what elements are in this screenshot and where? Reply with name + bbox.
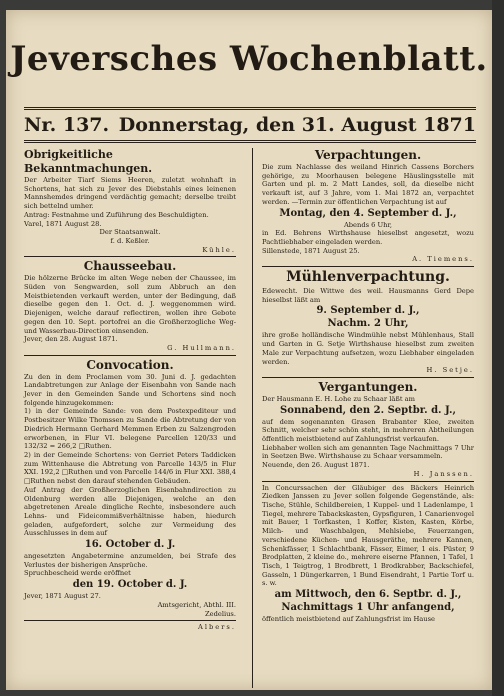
notice-place-date: Neuende, den 26. August 1871. — [262, 461, 370, 470]
column-divider — [252, 148, 253, 688]
notice-signature: G. Hullmann. — [167, 343, 236, 352]
notice-text: Antrag: Festnahme und Zuführung des Beschuldigten. — [24, 210, 209, 219]
divider — [24, 355, 236, 356]
right-column — [262, 148, 474, 624]
section-title-vergantungen: Vergantungen. — [318, 379, 418, 394]
divider — [262, 266, 474, 267]
notice-highlight-date: Montag, den 4. September d. J., — [279, 207, 457, 219]
issue-line — [24, 107, 476, 143]
issue-date: Donnerstag, den 31. August 1871 — [118, 114, 476, 136]
notice-text: Zu den in dem Proclamen vom 30. Juni d. J. gedachten Landabtretungen zur Anlage der Eisenbahn von Sande nach Jever in den Gemeinden Sande und Schortens sind noch folgende hinzugekommen: — [24, 372, 236, 407]
newspaper-page — [6, 10, 492, 690]
masthead-title: Jeversches Wochenblatt. — [10, 39, 488, 79]
notice-place-date: Varel, 1871 August 28. — [24, 219, 102, 228]
divider — [24, 620, 236, 621]
notice-text: in Ed. Behrens Wirthshause hieselbst angesetzt, wozu Pachtliebhaber eingeladen werden. — [262, 229, 474, 246]
notice-highlight-time: Nachmittags 1 Uhr anfangend, — [281, 602, 455, 614]
section-title-official: Obrigkeitliche Bekanntmachungen. — [24, 148, 153, 175]
notice-text: 2) in der Gemeinde Schortens: von Gerriet Peters Taddicken zum Wittenhause die Abtretung von Parcelle 143/5 in Flur XXI. 192,2 □Ruthen und von Parcelle 144/6 in Flur XXI. 388,4 □Ruthen nebst den darauf stehenden Gebäuden. — [24, 450, 236, 486]
notice-signature: Kühle. — [202, 245, 236, 254]
notice-text: Der Hausmann E. H. Lohe zu Schaar läßt am — [262, 394, 415, 403]
notice-signature: H. Setje. — [426, 366, 474, 375]
notice-text: ihre große holländische Windmühle nebst Mühlenhaus, Stall und Garten in G. Setje Wirthshause hieselbst zum zweiten Male zur Verpachtung aufsetzen, wozu Liebhaber eingeladen werden. — [262, 331, 474, 366]
notice-highlight-date: 9. September d. J., — [316, 305, 420, 317]
divider — [262, 377, 474, 378]
notice-text: Die zum Nachlasse des weiland Hinrich Cassens Borchers gehörige, zu Moorhausen belegene Häuslingsstelle mit Garten und pl. m. 2 Matt Landes, soll, da dieselbe nicht verkauft ist, auf 3 Jahre, vom 1. Mai 1872 an, verpachtet werden. —Termin zur öffentlichen Verpachtung ist auf — [262, 163, 474, 206]
notice-text: Liebhaber wollen sich am genannten Tage Nachmittags 7 Uhr in Seetzen Bwe. Wirthshause zu Schaar versammeln. — [262, 443, 474, 461]
notice-highlight-date: 16. October d. J. — [84, 539, 176, 551]
notice-time: Abends 6 Uhr, — [343, 220, 393, 229]
notice-highlight-date: den 19. October d. J. — [72, 579, 188, 591]
issue-number: Nr. 137. — [24, 114, 110, 136]
divider — [262, 481, 474, 482]
section-title-convocation: Convocation. — [86, 357, 174, 372]
left-column — [24, 148, 236, 632]
notice-authority: Der Staatsanwalt. — [99, 228, 161, 237]
notice-place-date: Jever, den 28. August 1871. — [24, 335, 118, 344]
notice-name: Zedelius. — [205, 609, 236, 618]
notice-signature: H. Janssen. — [413, 469, 474, 478]
notice-text: 1) in der Gemeinde Sande: von dem Postexpediteur und Postbesitzer Wilke Thomssen zu Sande die Abtretung der von Diedrich Hermann Gerhard Memmen Erben zu Salzengroden erworbenen, in Flur VI. belegene Parcellen 120/33 und 132/32 = 266,2 □Ruthen. — [24, 407, 236, 451]
notice-authority: Amtsgericht, Abthl. III. — [157, 600, 236, 609]
notice-highlight-date: am Mittwoch, den 6. Septbr. d. J., — [274, 589, 462, 601]
notice-text: öffentlich meistbietend auf Zahlungsfrist im Hause — [262, 615, 435, 624]
notice-text: Spruchbescheid werde eröffnet — [24, 569, 131, 578]
notice-signature: A. Tiemens. — [412, 255, 474, 264]
divider — [24, 256, 236, 257]
section-title-verpachtungen: Verpachtungen. — [314, 148, 422, 162]
notice-text: angesetzten Angabetermine anzumelden, bei Strafe des Verlustes der bisherigen Ansprüche. — [24, 552, 236, 569]
notice-place-date: Jever, 1871 August 27. — [24, 592, 101, 601]
notice-name: f. d. Keßler. — [110, 236, 150, 245]
notice-text: Der Arbeiter Tiarf Siems Heeren, zuletzt wohnhaft in Schortens, hat sich zu Jever des Diebstahls eines leinenen Mannshemdes dringend verdächtig gemacht; derselbe treibt sich bettelnd umher. — [24, 176, 236, 211]
notice-text: Die hölzerne Brücke im alten Wege neben der Chaussee, im Süden von Sengwarden, soll zum Abbruch an den Meistbietenden verkauft werden, unter der Bedingung, daß dieselbe gegen den 1. Oct. d. J. weggenommen wird. Diejenigen, welche darauf reflectiren, wollen ihre Gebote gegen den 10. Sept. portofrei an die Großherzogliche Weg- und Wasserbau-Direction einsenden. — [24, 274, 236, 335]
notice-signature: Albers. — [198, 623, 236, 632]
notice-text: Edewecht. Die Wittwe des weil. Hausmanns Gerd Depe hieselbst läßt am — [262, 287, 474, 304]
notice-text: Auf Antrag der Großherzoglichen Eisenbahndirection zu Oldenburg werden alle Diejenigen, welche an den abgetretenen Areale dingliche Rechte, insbesondere auch Lehns- und Fideicommißverhältnisse haben, hiedurch geladen, aufgefordert, solche zur Vermeidung des Ausschlusses in dem auf — [24, 485, 236, 538]
scan-border — [492, 0, 504, 696]
notice-place-date: Sillenstede, 1871 August 25. — [262, 246, 360, 255]
notice-text: auf dem sogenannten Grasen Brabanter Klee, zweiten Schnitt, welcher sehr schön steht, in mehreren Abtheilungen öffentlich meistbietend auf Zahlungsfrist verkaufen. — [262, 417, 474, 444]
notice-highlight-date: Sonnabend, den 2. Septbr. d. J., — [280, 404, 456, 416]
section-title-muehlenverpachtung: Mühlenverpachtung. — [286, 269, 450, 286]
section-title-chausseebau: Chausseebau. — [83, 259, 177, 274]
notice-highlight-time: Nachm. 2 Uhr, — [327, 318, 409, 330]
notice-text: In Concurssachen der Gläubiger des Bäckers Heinrich Ziedken Janssen zu Jever sollen folgende Gegenstände, als: Tische, Stühle, Schildbereien, 1 Kuppel- und 1 Ladenlampe, 1 Tiegel, mehrere Tabackskasten, Gypsfiguren, 1 Canarienvogel mit Bauer, 1 Torfkasten, 1 Koffer, Kisten, Kasten, Körbe, Milch- und Waschbalgen, Mehlsiebe, Feuerzangen, verschiedene Küchen- und Hausgeräthe, mehrere Kannen, Schenkfässer, 1 Schlachtbank, Fässer, Eimer, 1 eis. Püster, 9 Brodplatten, 2 kleine do., mehrere eiserne Pfannen, 1 Tafel, 1 Tisch, 1 Teigtrog, 1 Brodbrett, 1 Brodkrabber, Backschiefel, Gasseln, 1 Düngerkarren, 1 Bund Eisendraht, 1 Partie Torf u. s. w. — [262, 483, 474, 588]
